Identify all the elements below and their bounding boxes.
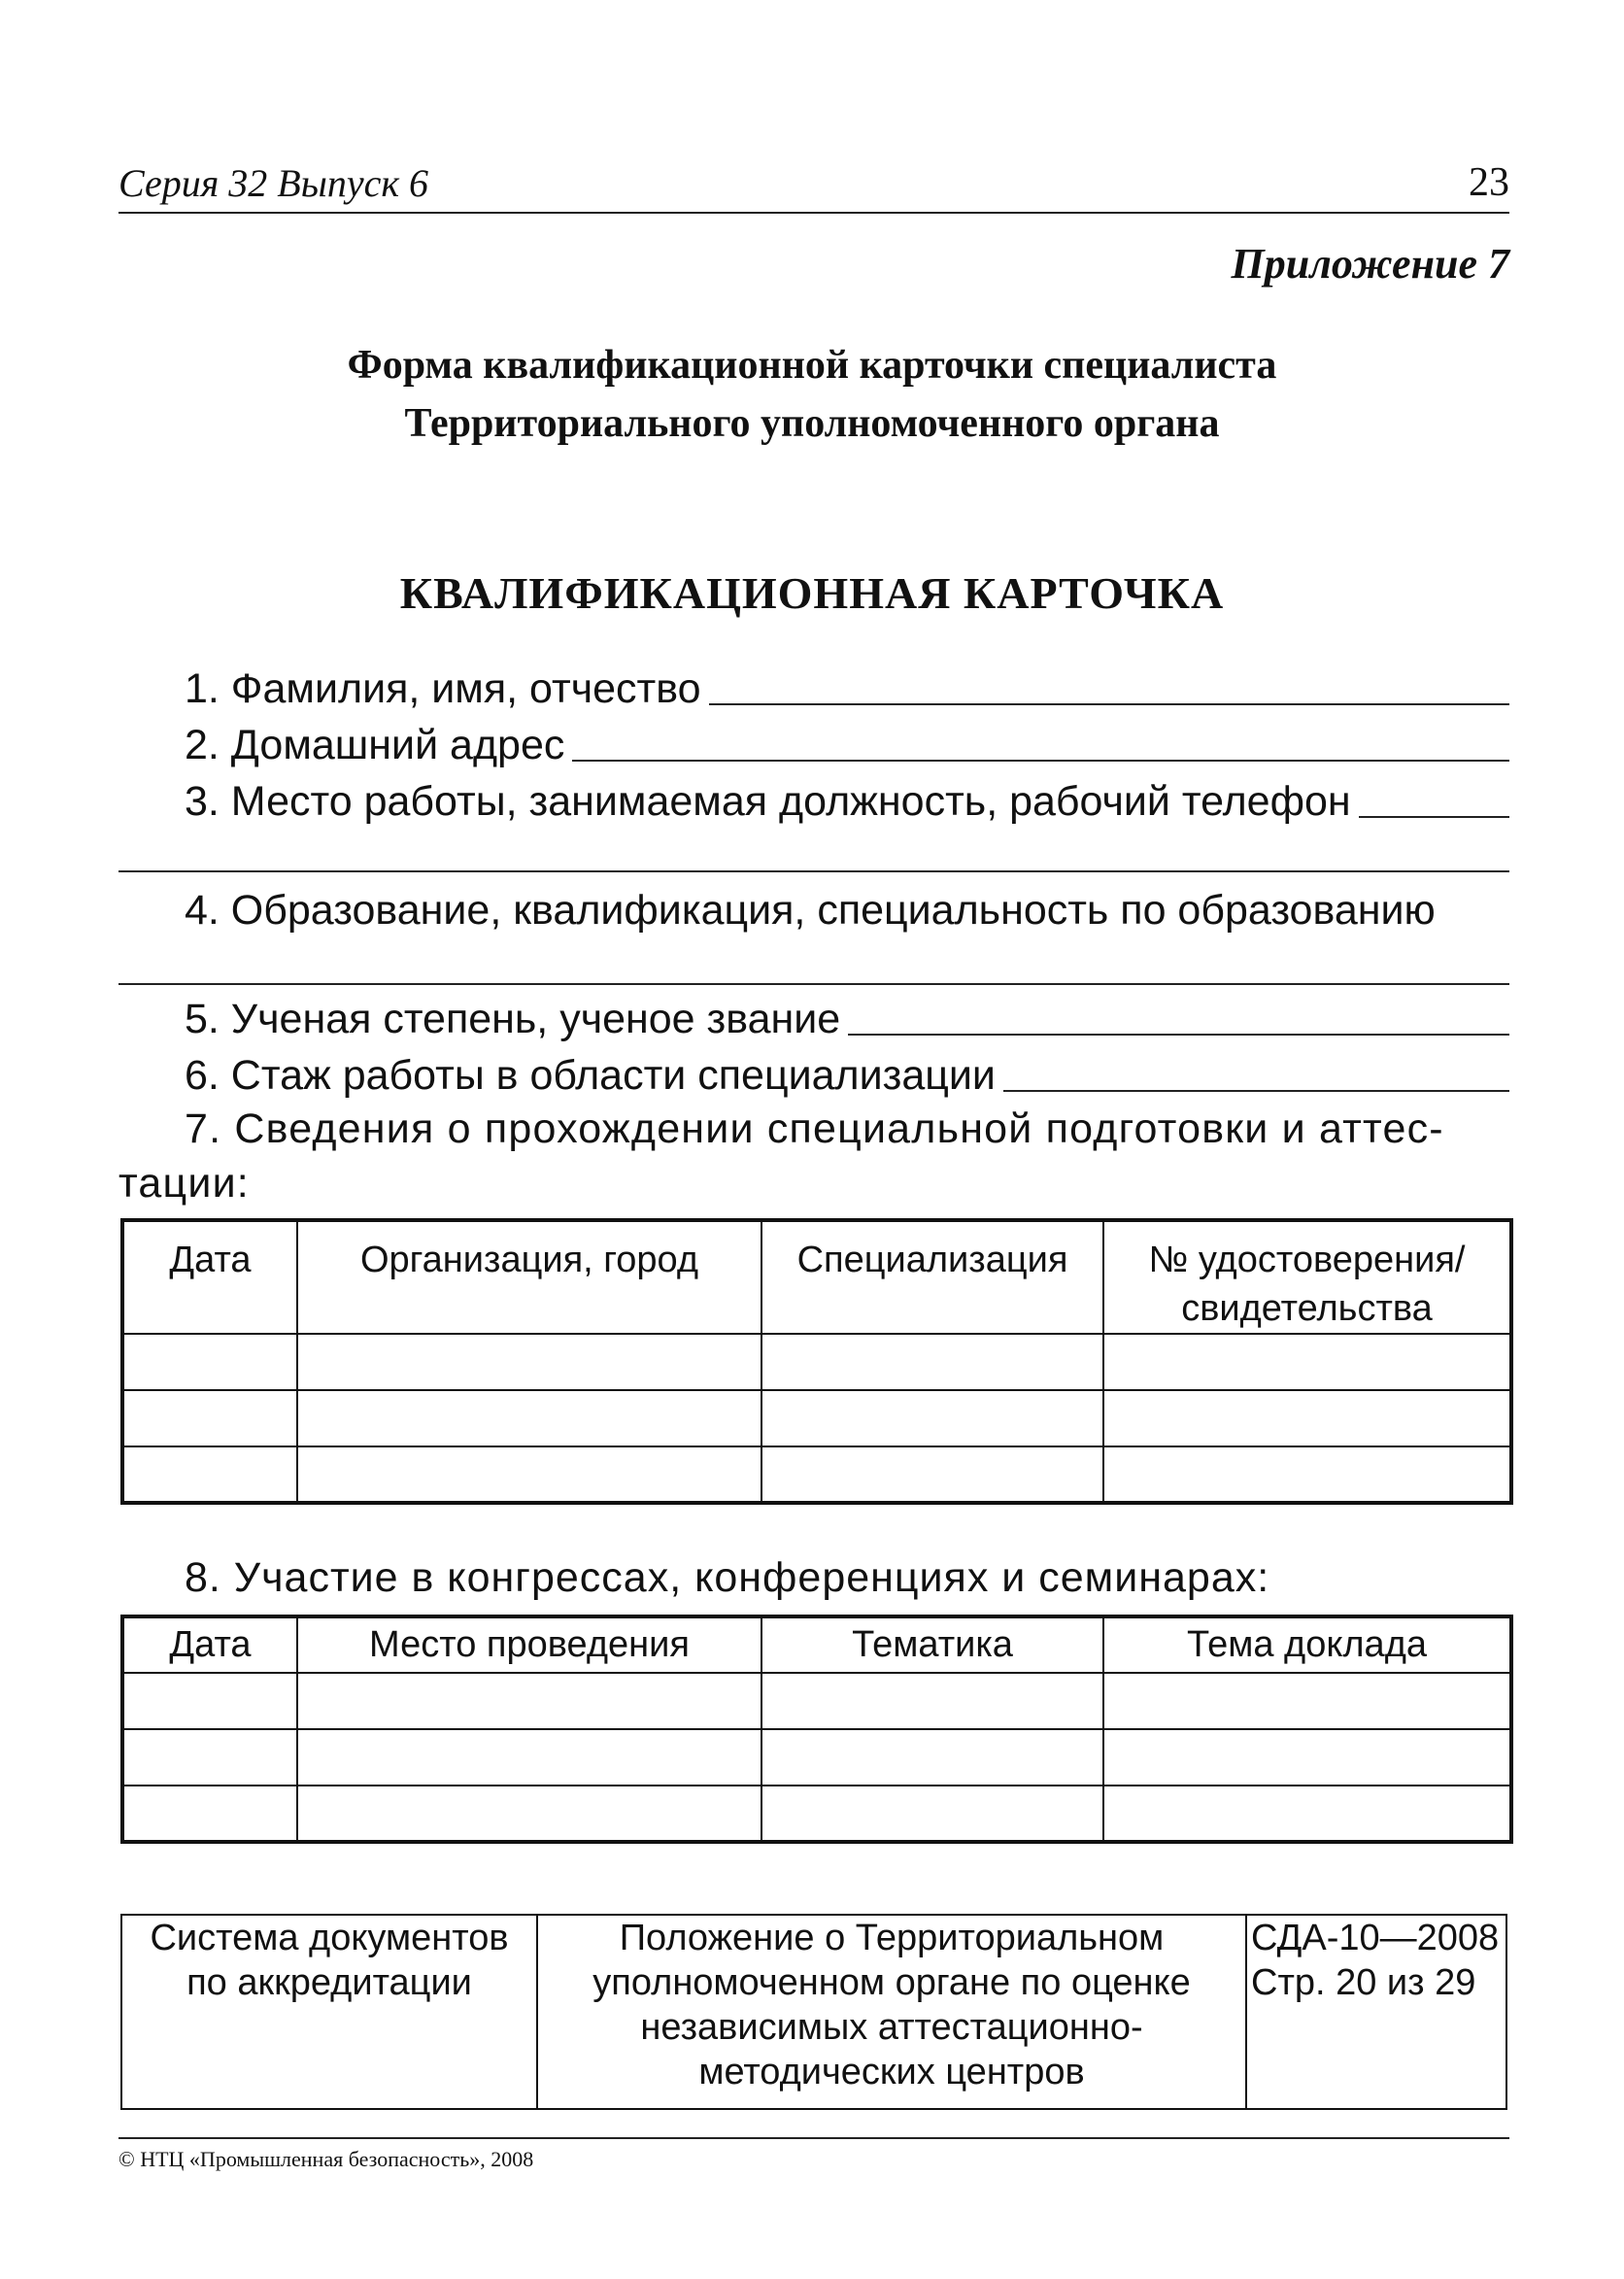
table-cell[interactable] (1103, 1673, 1511, 1729)
field-workplace (185, 773, 1509, 826)
table-header-row (122, 1220, 1511, 1334)
field-full-name-line[interactable] (709, 703, 1510, 705)
congress-table (120, 1615, 1513, 1844)
table-row (122, 1334, 1511, 1390)
document-code-cell (1246, 1915, 1506, 2109)
table-row (122, 1446, 1511, 1503)
field-education (185, 882, 1509, 935)
field-education-label: 4. Образование, квалификация, специальность по образованию (185, 887, 1436, 934)
field-training-label-line1: 7. Сведения о прохождении специальной подготовки и аттес- (185, 1105, 1444, 1152)
table-cell[interactable] (122, 1446, 297, 1503)
field-experience-line[interactable] (1003, 1090, 1509, 1092)
table-cell[interactable] (122, 1786, 297, 1842)
field-experience (185, 1047, 1509, 1100)
table-cell[interactable] (122, 1334, 297, 1390)
table-cell[interactable] (297, 1786, 761, 1842)
page-number: 23 (1469, 160, 1509, 205)
form-title-line1: Форма квалификационной карточки специалиста (347, 343, 1277, 388)
field-education-line[interactable] (118, 983, 1509, 985)
column-header: Специализация (761, 1220, 1103, 1334)
table-row (122, 1786, 1511, 1842)
table-cell[interactable] (761, 1334, 1103, 1390)
copyright: © НТЦ «Промышленная безопасность», 2008 (118, 2147, 534, 2171)
field-workplace-continuation-line[interactable] (118, 870, 1509, 872)
table-cell[interactable] (761, 1729, 1103, 1786)
field-home-address-label: 2. Домашний адрес (185, 722, 565, 768)
table-row (122, 1729, 1511, 1786)
column-header: Место проведения (297, 1616, 761, 1673)
field-degree-line[interactable] (848, 1034, 1509, 1036)
table-row (122, 1390, 1511, 1446)
document-code: СДА-10—2008 (1251, 1918, 1500, 1958)
field-workplace-line[interactable] (1359, 816, 1509, 818)
table-cell[interactable] (297, 1729, 761, 1786)
column-header: № удостоверения/ свидетельства (1103, 1220, 1511, 1334)
field-home-address-line[interactable] (572, 760, 1509, 762)
field-full-name-label: 1. Фамилия, имя, отчество (185, 665, 701, 712)
column-header: Тема доклада (1103, 1616, 1511, 1673)
field-full-name (185, 661, 1509, 713)
footer-rule (118, 2137, 1509, 2139)
table-cell[interactable] (761, 1673, 1103, 1729)
field-congress-label: 8. Участие в конгрессах, конференциях и семинарах: (185, 1554, 1270, 1601)
card-title: КВАЛИФИКАЦИОННАЯ КАРТОЧКА (399, 568, 1225, 618)
table-cell[interactable] (297, 1673, 761, 1729)
table-row (122, 1673, 1511, 1729)
table-cell[interactable] (122, 1729, 297, 1786)
table-cell[interactable] (122, 1673, 297, 1729)
column-header: Дата (122, 1220, 297, 1334)
training-table (120, 1218, 1513, 1505)
table-cell[interactable] (297, 1446, 761, 1503)
column-header: Дата (122, 1616, 297, 1673)
table-cell[interactable] (1103, 1390, 1511, 1446)
field-degree-label: 5. Ученая степень, ученое звание (185, 996, 841, 1042)
field-workplace-label: 3. Место работы, занимаемая должность, рабочий телефон (185, 778, 1351, 825)
document-info-table (120, 1914, 1507, 2110)
table-cell[interactable] (1103, 1786, 1511, 1842)
table-cell[interactable] (1103, 1446, 1511, 1503)
document-system: Система документов по аккредитации (121, 1915, 537, 2109)
field-home-address (185, 717, 1509, 769)
column-header: Организация, город (297, 1220, 761, 1334)
form-title-line2: Территориального уполномоченного органа (404, 401, 1220, 446)
table-cell[interactable] (1103, 1729, 1511, 1786)
document-title: Положение о Территориальном уполномоченном органе по оценке независимых аттестационно-методических центров (537, 1915, 1246, 2109)
field-degree (185, 991, 1509, 1043)
series-label: Серия 32 Выпуск 6 (118, 161, 429, 205)
table-header-row (122, 1616, 1511, 1673)
running-head (118, 161, 1509, 214)
table-cell[interactable] (761, 1390, 1103, 1446)
column-header: Тематика (761, 1616, 1103, 1673)
field-experience-label: 6. Стаж работы в области специализации (185, 1052, 996, 1099)
field-training-label-line2: тации: (118, 1160, 250, 1207)
table-cell[interactable] (297, 1390, 761, 1446)
table-row (121, 1915, 1506, 2109)
table-cell[interactable] (122, 1390, 297, 1446)
document-pages: Стр. 20 из 29 (1251, 1962, 1476, 2003)
appendix-label: Приложение 7 (1231, 240, 1509, 288)
table-cell[interactable] (761, 1446, 1103, 1503)
table-cell[interactable] (297, 1334, 761, 1390)
table-cell[interactable] (761, 1786, 1103, 1842)
table-cell[interactable] (1103, 1334, 1511, 1390)
